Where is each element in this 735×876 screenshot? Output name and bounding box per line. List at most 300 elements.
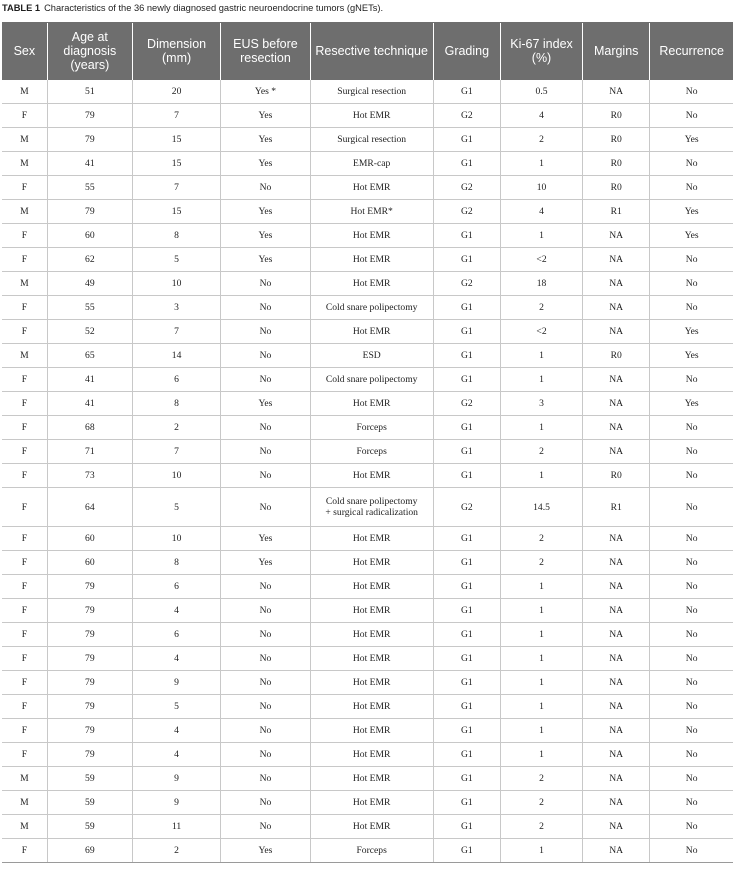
column-header-dimension: Dimension (mm)	[132, 23, 220, 80]
cell-dimension: 11	[132, 815, 220, 839]
cell-sex: F	[2, 551, 47, 575]
table-row	[2, 152, 733, 176]
cell-margins: NA	[583, 839, 650, 863]
cell-age: 79	[47, 599, 132, 623]
cell-eus: Yes	[221, 128, 310, 152]
cell-dimension: 8	[132, 392, 220, 416]
cell-recurrence: Yes	[650, 200, 733, 224]
cell-recurrence: No	[650, 671, 733, 695]
cell-age: 59	[47, 767, 132, 791]
cell-recurrence: No	[650, 104, 733, 128]
cell-eus: No	[221, 791, 310, 815]
cell-recurrence: No	[650, 527, 733, 551]
cell-ki67: 1	[501, 152, 583, 176]
table-row	[2, 80, 733, 104]
cell-dimension: 7	[132, 440, 220, 464]
cell-technique: Hot EMR	[310, 272, 433, 296]
cell-ki67: 1	[501, 464, 583, 488]
cell-margins: NA	[583, 719, 650, 743]
table-row	[2, 224, 733, 248]
cell-margins: R1	[583, 488, 650, 527]
cell-ki67: 2	[501, 296, 583, 320]
cell-technique: Hot EMR	[310, 320, 433, 344]
column-header-margins: Margins	[583, 23, 650, 80]
cell-grading: G2	[433, 272, 500, 296]
cell-margins: R0	[583, 464, 650, 488]
table-row	[2, 647, 733, 671]
cell-age: 59	[47, 791, 132, 815]
cell-recurrence: Yes	[650, 128, 733, 152]
table-row	[2, 815, 733, 839]
cell-ki67: 1	[501, 623, 583, 647]
cell-sex: F	[2, 671, 47, 695]
cell-ki67: 1	[501, 647, 583, 671]
table-row	[2, 743, 733, 767]
cell-grading: G1	[433, 839, 500, 863]
cell-ki67: 0.5	[501, 80, 583, 104]
cell-recurrence: No	[650, 368, 733, 392]
cell-sex: F	[2, 104, 47, 128]
cell-age: 49	[47, 272, 132, 296]
cell-age: 65	[47, 344, 132, 368]
cell-eus: No	[221, 671, 310, 695]
cell-eus: No	[221, 344, 310, 368]
cell-grading: G1	[433, 767, 500, 791]
cell-sex: F	[2, 320, 47, 344]
cell-sex: M	[2, 815, 47, 839]
column-header-ki67: Ki-67 index (%)	[501, 23, 583, 80]
cell-grading: G1	[433, 647, 500, 671]
table-row	[2, 128, 733, 152]
cell-recurrence: Yes	[650, 392, 733, 416]
cell-sex: F	[2, 743, 47, 767]
cell-age: 79	[47, 719, 132, 743]
cell-dimension: 7	[132, 104, 220, 128]
cell-technique: Hot EMR	[310, 767, 433, 791]
column-header-recurrence: Recurrence	[650, 23, 733, 80]
table-row	[2, 104, 733, 128]
cell-dimension: 10	[132, 272, 220, 296]
cell-sex: F	[2, 527, 47, 551]
cell-ki67: 1	[501, 671, 583, 695]
cell-margins: NA	[583, 815, 650, 839]
cell-margins: R0	[583, 104, 650, 128]
cell-grading: G2	[433, 488, 500, 527]
cell-sex: F	[2, 392, 47, 416]
cell-ki67: 10	[501, 176, 583, 200]
table-row	[2, 200, 733, 224]
cell-eus: No	[221, 599, 310, 623]
cell-technique: Hot EMR	[310, 224, 433, 248]
table-row	[2, 344, 733, 368]
cell-sex: M	[2, 272, 47, 296]
cell-recurrence: No	[650, 791, 733, 815]
cell-grading: G1	[433, 320, 500, 344]
cell-age: 69	[47, 839, 132, 863]
cell-grading: G2	[433, 176, 500, 200]
cell-sex: F	[2, 575, 47, 599]
cell-grading: G1	[433, 791, 500, 815]
cell-age: 55	[47, 176, 132, 200]
cell-margins: NA	[583, 599, 650, 623]
cell-sex: F	[2, 416, 47, 440]
cell-technique: Hot EMR*	[310, 200, 433, 224]
cell-dimension: 2	[132, 416, 220, 440]
cell-recurrence: No	[650, 767, 733, 791]
cell-grading: G2	[433, 392, 500, 416]
cell-sex: F	[2, 368, 47, 392]
cell-technique: Forceps	[310, 440, 433, 464]
cell-dimension: 5	[132, 248, 220, 272]
cell-age: 60	[47, 224, 132, 248]
cell-technique: Hot EMR	[310, 599, 433, 623]
cell-recurrence: No	[650, 695, 733, 719]
cell-ki67: 2	[501, 791, 583, 815]
table-row	[2, 440, 733, 464]
cell-recurrence: No	[650, 551, 733, 575]
cell-sex: F	[2, 224, 47, 248]
cell-age: 79	[47, 647, 132, 671]
cell-margins: R0	[583, 176, 650, 200]
cell-ki67: 1	[501, 416, 583, 440]
cell-ki67: 1	[501, 599, 583, 623]
table-row	[2, 248, 733, 272]
cell-sex: M	[2, 152, 47, 176]
table-row	[2, 488, 733, 527]
table-row	[2, 767, 733, 791]
cell-technique: Surgical resection	[310, 128, 433, 152]
cell-dimension: 4	[132, 719, 220, 743]
cell-eus: No	[221, 815, 310, 839]
cell-margins: NA	[583, 272, 650, 296]
cell-age: 62	[47, 248, 132, 272]
cell-recurrence: No	[650, 176, 733, 200]
cell-grading: G1	[433, 440, 500, 464]
cell-sex: F	[2, 440, 47, 464]
cell-recurrence: Yes	[650, 320, 733, 344]
cell-technique: Hot EMR	[310, 104, 433, 128]
cell-dimension: 3	[132, 296, 220, 320]
cell-grading: G1	[433, 464, 500, 488]
cell-eus: Yes	[221, 392, 310, 416]
cell-technique: Cold snare polipectomy	[310, 296, 433, 320]
cell-age: 55	[47, 296, 132, 320]
column-header-eus: EUS before resection	[221, 23, 310, 80]
cell-ki67: 2	[501, 128, 583, 152]
cell-technique: Hot EMR	[310, 743, 433, 767]
cell-technique: Forceps	[310, 416, 433, 440]
cell-technique: Hot EMR	[310, 671, 433, 695]
cell-age: 41	[47, 368, 132, 392]
cell-sex: F	[2, 839, 47, 863]
cell-sex: F	[2, 464, 47, 488]
cell-recurrence: No	[650, 719, 733, 743]
column-header-technique: Resective technique	[310, 23, 433, 80]
cell-margins: NA	[583, 416, 650, 440]
cell-recurrence: No	[650, 416, 733, 440]
cell-sex: M	[2, 767, 47, 791]
cell-grading: G1	[433, 599, 500, 623]
table-row	[2, 599, 733, 623]
cell-age: 73	[47, 464, 132, 488]
cell-recurrence: No	[650, 839, 733, 863]
cell-eus: No	[221, 464, 310, 488]
cell-recurrence: No	[650, 152, 733, 176]
cell-age: 41	[47, 152, 132, 176]
table-row	[2, 296, 733, 320]
cell-age: 79	[47, 623, 132, 647]
cell-grading: G1	[433, 743, 500, 767]
cell-age: 79	[47, 743, 132, 767]
cell-dimension: 14	[132, 344, 220, 368]
table-row	[2, 695, 733, 719]
table-row	[2, 272, 733, 296]
cell-dimension: 4	[132, 743, 220, 767]
cell-technique: EMR-cap	[310, 152, 433, 176]
cell-ki67: <2	[501, 320, 583, 344]
cell-technique: Hot EMR	[310, 392, 433, 416]
cell-sex: F	[2, 488, 47, 527]
cell-grading: G1	[433, 248, 500, 272]
cell-recurrence: No	[650, 647, 733, 671]
cell-technique: Hot EMR	[310, 464, 433, 488]
cell-grading: G1	[433, 224, 500, 248]
cell-grading: G1	[433, 152, 500, 176]
cell-sex: M	[2, 791, 47, 815]
cell-age: 41	[47, 392, 132, 416]
table-row	[2, 623, 733, 647]
cell-sex: M	[2, 200, 47, 224]
cell-margins: R1	[583, 200, 650, 224]
cell-ki67: 1	[501, 575, 583, 599]
cell-sex: F	[2, 599, 47, 623]
cell-ki67: 3	[501, 392, 583, 416]
cell-ki67: 2	[501, 440, 583, 464]
table-row	[2, 320, 733, 344]
cell-eus: No	[221, 416, 310, 440]
cell-dimension: 7	[132, 176, 220, 200]
cell-ki67: 1	[501, 344, 583, 368]
cell-grading: G2	[433, 200, 500, 224]
cell-dimension: 9	[132, 791, 220, 815]
cell-technique: Hot EMR	[310, 647, 433, 671]
table-row	[2, 527, 733, 551]
cell-dimension: 15	[132, 128, 220, 152]
cell-margins: NA	[583, 224, 650, 248]
cell-eus: Yes	[221, 104, 310, 128]
cell-age: 64	[47, 488, 132, 527]
cell-age: 60	[47, 551, 132, 575]
table-caption	[2, 1, 733, 15]
cell-age: 52	[47, 320, 132, 344]
cell-age: 79	[47, 575, 132, 599]
cell-sex: F	[2, 623, 47, 647]
column-header-grading: Grading	[433, 23, 500, 80]
cell-eus: No	[221, 647, 310, 671]
cell-recurrence: No	[650, 623, 733, 647]
cell-grading: G1	[433, 296, 500, 320]
cell-margins: NA	[583, 80, 650, 104]
cell-eus: No	[221, 176, 310, 200]
cell-ki67: 2	[501, 551, 583, 575]
cell-margins: NA	[583, 575, 650, 599]
cell-margins: NA	[583, 296, 650, 320]
cell-dimension: 8	[132, 551, 220, 575]
table-row	[2, 839, 733, 863]
cell-grading: G1	[433, 623, 500, 647]
cell-ki67: 1	[501, 224, 583, 248]
cell-dimension: 8	[132, 224, 220, 248]
cell-ki67: 18	[501, 272, 583, 296]
cell-margins: NA	[583, 440, 650, 464]
cell-eus: Yes	[221, 551, 310, 575]
cell-eus: No	[221, 440, 310, 464]
cell-dimension: 6	[132, 623, 220, 647]
cell-margins: NA	[583, 671, 650, 695]
cell-eus: Yes	[221, 248, 310, 272]
cell-eus: No	[221, 368, 310, 392]
cell-technique: Hot EMR	[310, 695, 433, 719]
cell-ki67: <2	[501, 248, 583, 272]
cell-recurrence: No	[650, 80, 733, 104]
cell-eus: No	[221, 296, 310, 320]
cell-eus: No	[221, 488, 310, 527]
cell-dimension: 5	[132, 488, 220, 527]
cell-dimension: 6	[132, 575, 220, 599]
cell-sex: M	[2, 128, 47, 152]
cell-sex: M	[2, 344, 47, 368]
cell-grading: G2	[433, 104, 500, 128]
cell-grading: G1	[433, 719, 500, 743]
table-row	[2, 575, 733, 599]
cell-grading: G1	[433, 551, 500, 575]
cell-age: 79	[47, 200, 132, 224]
cell-sex: F	[2, 695, 47, 719]
cell-margins: NA	[583, 791, 650, 815]
header-row	[2, 23, 733, 80]
cell-recurrence: No	[650, 296, 733, 320]
cell-eus: No	[221, 320, 310, 344]
cell-grading: G1	[433, 128, 500, 152]
cell-eus: No	[221, 719, 310, 743]
cell-dimension: 9	[132, 767, 220, 791]
cell-technique: Hot EMR	[310, 623, 433, 647]
cell-sex: F	[2, 296, 47, 320]
cell-sex: F	[2, 248, 47, 272]
cell-recurrence: Yes	[650, 224, 733, 248]
column-header-age: Age at diagnosis (years)	[47, 23, 132, 80]
cell-eus: No	[221, 575, 310, 599]
cell-grading: G1	[433, 695, 500, 719]
cell-grading: G1	[433, 815, 500, 839]
table-row	[2, 719, 733, 743]
cell-dimension: 10	[132, 527, 220, 551]
cell-grading: G1	[433, 344, 500, 368]
cell-grading: G1	[433, 575, 500, 599]
cell-ki67: 2	[501, 767, 583, 791]
cell-recurrence: No	[650, 248, 733, 272]
cell-grading: G1	[433, 671, 500, 695]
cell-margins: NA	[583, 695, 650, 719]
cell-recurrence: Yes	[650, 344, 733, 368]
cell-technique: Surgical resection	[310, 80, 433, 104]
cell-recurrence: No	[650, 440, 733, 464]
cell-margins: NA	[583, 527, 650, 551]
cell-margins: NA	[583, 392, 650, 416]
cell-ki67: 1	[501, 743, 583, 767]
table-body	[2, 80, 733, 863]
cell-technique: Hot EMR	[310, 176, 433, 200]
cell-technique: Hot EMR	[310, 719, 433, 743]
cell-eus: Yes *	[221, 80, 310, 104]
table-row	[2, 791, 733, 815]
table-row	[2, 392, 733, 416]
cell-margins: R0	[583, 152, 650, 176]
table-row	[2, 176, 733, 200]
cell-technique: Cold snare polipectomy	[310, 368, 433, 392]
table-row	[2, 551, 733, 575]
cell-dimension: 15	[132, 152, 220, 176]
cell-eus: No	[221, 743, 310, 767]
cell-ki67: 2	[501, 815, 583, 839]
cell-recurrence: No	[650, 488, 733, 527]
column-header-sex: Sex	[2, 23, 47, 80]
cell-ki67: 14.5	[501, 488, 583, 527]
cell-technique: Hot EMR	[310, 791, 433, 815]
cell-age: 79	[47, 695, 132, 719]
cell-grading: G1	[433, 368, 500, 392]
cell-dimension: 9	[132, 671, 220, 695]
cell-age: 51	[47, 80, 132, 104]
cell-eus: Yes	[221, 527, 310, 551]
cell-dimension: 20	[132, 80, 220, 104]
cell-eus: No	[221, 767, 310, 791]
cell-recurrence: No	[650, 272, 733, 296]
table-row	[2, 464, 733, 488]
cell-margins: NA	[583, 623, 650, 647]
table-label: TABLE 1	[2, 3, 41, 13]
cell-technique: Hot EMR	[310, 815, 433, 839]
cell-margins: NA	[583, 647, 650, 671]
cell-dimension: 6	[132, 368, 220, 392]
cell-dimension: 5	[132, 695, 220, 719]
cell-margins: R0	[583, 344, 650, 368]
table-row	[2, 368, 733, 392]
cell-grading: G1	[433, 416, 500, 440]
cell-margins: R0	[583, 128, 650, 152]
cell-ki67: 1	[501, 368, 583, 392]
cell-age: 60	[47, 527, 132, 551]
cell-ki67: 4	[501, 104, 583, 128]
cell-age: 71	[47, 440, 132, 464]
cell-sex: M	[2, 80, 47, 104]
cell-grading: G1	[433, 527, 500, 551]
cell-dimension: 10	[132, 464, 220, 488]
cell-margins: NA	[583, 248, 650, 272]
cell-margins: NA	[583, 743, 650, 767]
cell-margins: NA	[583, 551, 650, 575]
characteristics-table	[2, 23, 733, 863]
cell-recurrence: No	[650, 743, 733, 767]
table-title: Characteristics of the 36 newly diagnosed gastric neuroendocrine tumors (gNETs).	[44, 3, 384, 13]
cell-sex: F	[2, 719, 47, 743]
cell-age: 79	[47, 671, 132, 695]
cell-margins: NA	[583, 368, 650, 392]
cell-age: 79	[47, 104, 132, 128]
table-header	[2, 23, 733, 80]
cell-eus: Yes	[221, 839, 310, 863]
cell-recurrence: No	[650, 464, 733, 488]
